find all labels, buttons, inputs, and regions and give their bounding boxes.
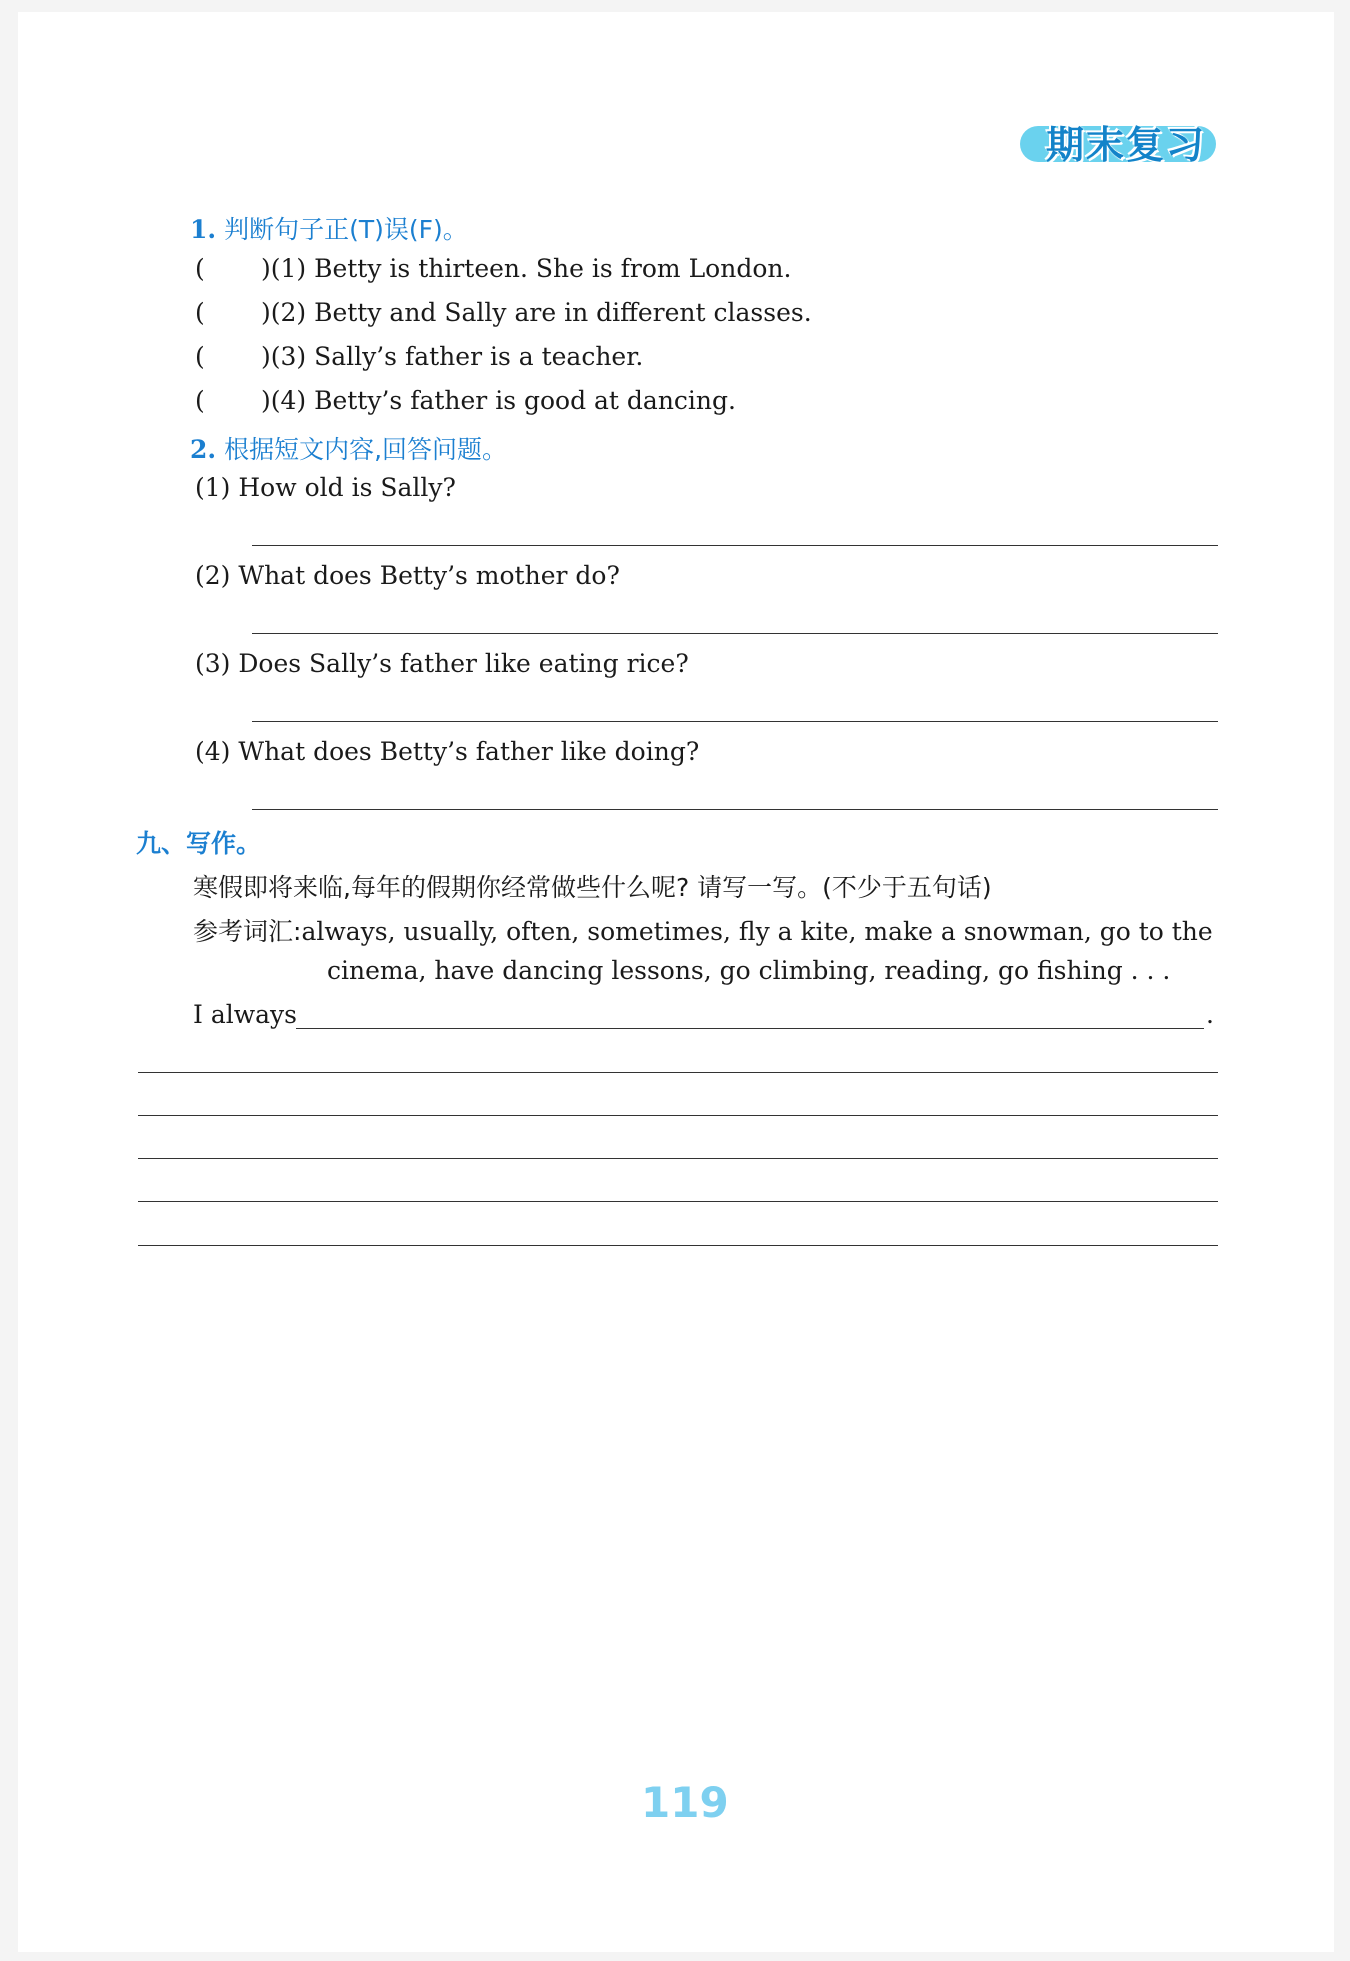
writing-heading: 九、写作。 (136, 829, 262, 858)
answer-line-2[interactable] (252, 633, 1218, 634)
vocab-line-1: 参考词汇:always, usually, often, sometimes, fly a kite, make a snowman, go to the (193, 917, 1213, 946)
answer-line-1[interactable] (252, 545, 1218, 546)
writing-line-3[interactable] (138, 1158, 1218, 1159)
section2-heading: 2. 根据短文内容,回答问题。 (190, 435, 508, 464)
starter-period: . (1206, 1000, 1214, 1029)
badge-title: 期末复习 (1046, 123, 1207, 167)
writing-line-2[interactable] (138, 1115, 1218, 1116)
question-3: (3) Does Sally’s father like eating rice? (195, 649, 689, 678)
writing-line-1[interactable] (138, 1072, 1218, 1073)
starter-line[interactable] (296, 1028, 1204, 1029)
question-2: (2) What does Betty’s mother do? (195, 561, 620, 590)
writing-line-5[interactable] (138, 1245, 1218, 1246)
tf-item-1: ( )(1) Betty is thirteen. She is from London. (195, 254, 792, 283)
question-1: (1) How old is Sally? (195, 473, 456, 502)
tf-item-2: ( )(2) Betty and Sally are in different classes. (195, 298, 812, 327)
writing-starter: I always (193, 1000, 297, 1029)
writing-prompt: 寒假即将来临,每年的假期你经常做些什么呢? 请写一写。(不少于五句话) (193, 873, 992, 902)
vocab-line-2: cinema, have dancing lessons, go climbing, reading, go fishing . . . (327, 956, 1171, 985)
answer-line-4[interactable] (252, 809, 1218, 810)
tf-item-3: ( )(3) Sally’s father is a teacher. (195, 342, 644, 371)
section1-heading: 1. 判断句子正(T)误(F)。 (190, 215, 468, 244)
writing-line-4[interactable] (138, 1201, 1218, 1202)
page-number: 119 (641, 1778, 729, 1827)
answer-line-3[interactable] (252, 721, 1218, 722)
question-4: (4) What does Betty’s father like doing? (195, 737, 700, 766)
tf-item-4: ( )(4) Betty’s father is good at dancing. (195, 386, 736, 415)
vocab-label: 参考词汇: (193, 917, 302, 946)
chapter-badge (1020, 108, 1216, 167)
section2-title: 根据短文内容,回答问题。 (224, 435, 508, 464)
section1-title: 判断句子正(T)误(F)。 (224, 215, 468, 244)
